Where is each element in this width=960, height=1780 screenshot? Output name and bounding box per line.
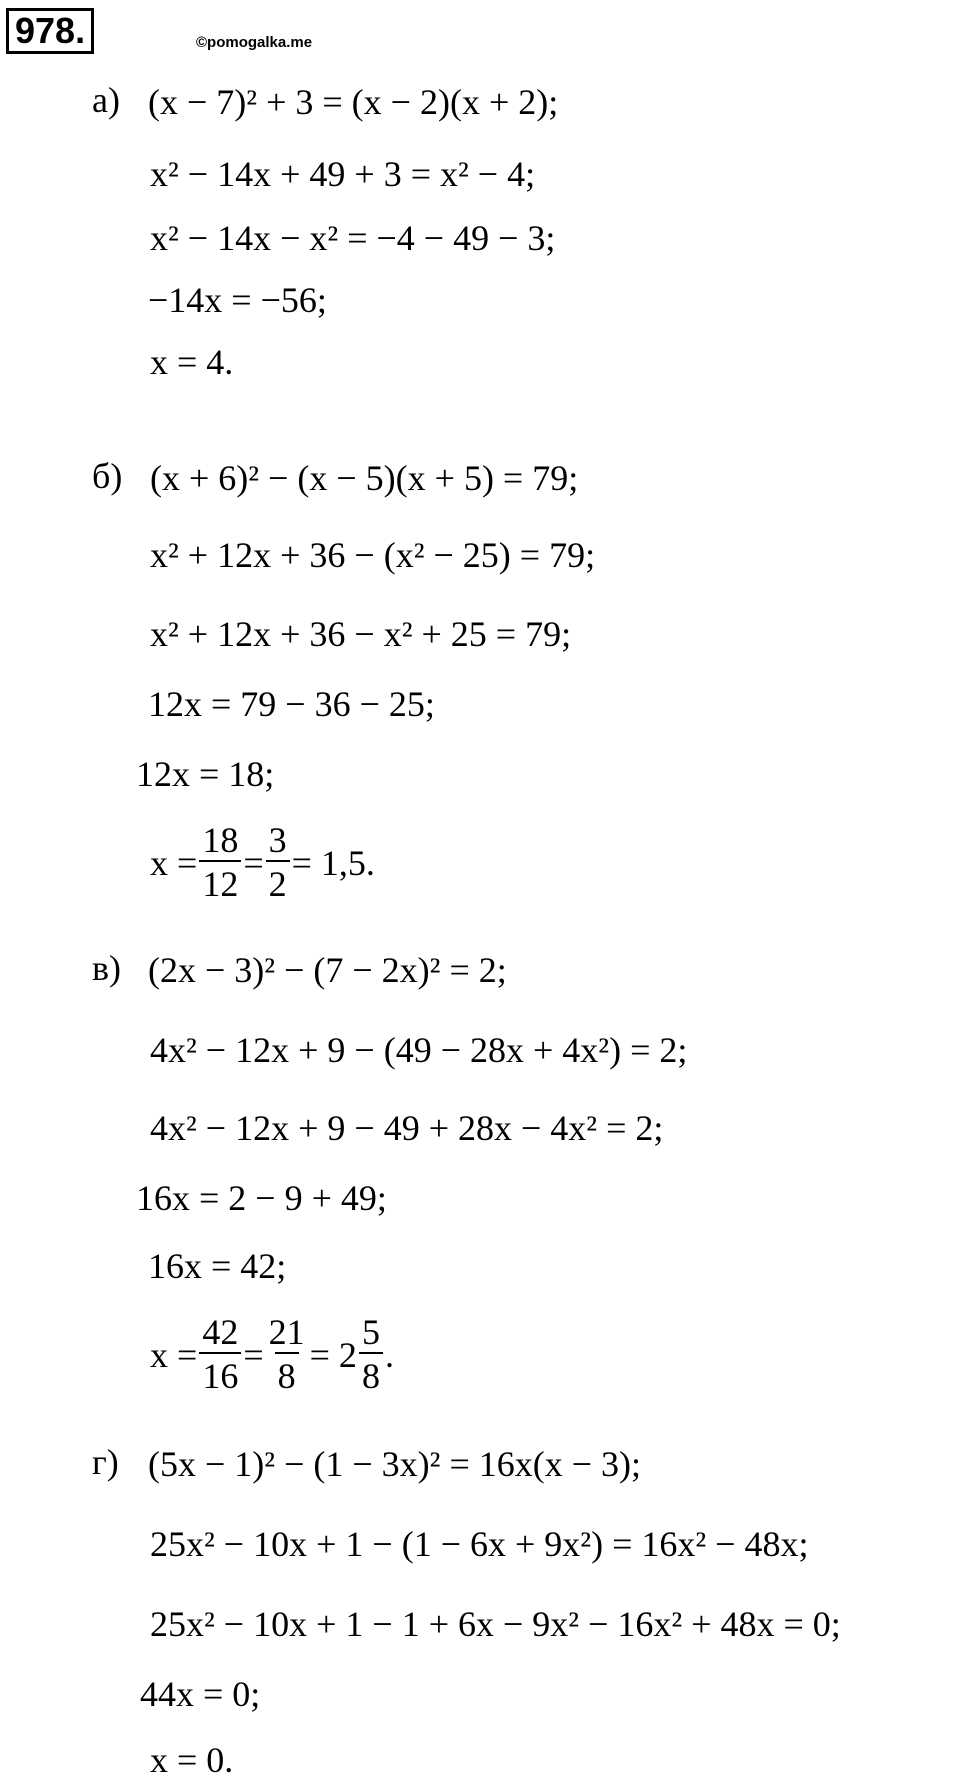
- fraction-denominator: 16: [199, 1352, 241, 1398]
- part-a-label: а): [92, 80, 120, 120]
- fraction-numerator: 18: [202, 820, 239, 860]
- part-a-line-4: −14x = −56;: [148, 280, 327, 320]
- part-g-line-5: x = 0.: [150, 1740, 234, 1780]
- part-g-line-2: 25x² − 10x + 1 − (1 − 6x + 9x²) = 16x² − 48x;: [150, 1524, 809, 1564]
- part-b-line-5: 12x = 18;: [136, 754, 275, 794]
- part-v-fraction-1: [199, 1312, 241, 1398]
- part-b-line-4: 12x = 79 − 36 − 25;: [148, 684, 435, 724]
- part-b-result: [150, 820, 375, 906]
- part-b-line-1: (x + 6)² − (x − 5)(x + 5) = 79;: [150, 458, 579, 498]
- part-a-line-5: x = 4.: [150, 342, 234, 382]
- part-b-label: б): [92, 456, 123, 496]
- part-a-line-2: x² − 14x + 49 + 3 = x² − 4;: [150, 154, 536, 194]
- fraction-numerator: 5: [361, 1312, 380, 1352]
- part-b-result-lhs: x =: [150, 843, 198, 883]
- part-g-line-3: 25x² − 10x + 1 − 1 + 6x − 9x² − 16x² + 48x = 0;: [150, 1604, 841, 1644]
- part-b-line-2: x² + 12x + 36 − (x² − 25) = 79;: [150, 535, 596, 575]
- watermark: ©pomogalka.me: [196, 34, 313, 51]
- part-b-fraction-1: [199, 820, 241, 906]
- part-a-line-1: (x − 7)² + 3 = (x − 2)(x + 2);: [148, 82, 559, 122]
- equals-sign: =: [243, 843, 264, 883]
- part-v-result-lhs: x =: [150, 1335, 198, 1375]
- part-g-line-4: 44x = 0;: [140, 1674, 261, 1714]
- part-a-line-3: x² − 14x − x² = −4 − 49 − 3;: [150, 218, 556, 258]
- fraction-denominator: 8: [359, 1352, 383, 1398]
- equals-sign: =: [243, 1335, 264, 1375]
- part-b-fraction-2: [266, 820, 290, 906]
- part-b-result-tail: = 1,5.: [291, 843, 375, 883]
- fraction-numerator: 3: [268, 820, 287, 860]
- part-v-result-tail: .: [384, 1335, 394, 1375]
- part-v-line-3: 4x² − 12x + 9 − 49 + 28x − 4x² = 2;: [150, 1108, 664, 1148]
- fraction-numerator: 42: [202, 1312, 239, 1352]
- part-v-fraction-3: [359, 1312, 383, 1398]
- part-g-label: г): [92, 1442, 119, 1482]
- part-g-line-1: (5x − 1)² − (1 − 3x)² = 16x(x − 3);: [148, 1444, 642, 1484]
- part-v-line-2: 4x² − 12x + 9 − (49 − 28x + 4x²) = 2;: [150, 1030, 688, 1070]
- exercise-number: 978.: [6, 8, 94, 54]
- part-v-line-5: 16x = 42;: [148, 1246, 287, 1286]
- fraction-denominator: 12: [199, 860, 241, 906]
- fraction-denominator: 8: [275, 1352, 299, 1398]
- part-v-fraction-2: [266, 1312, 308, 1398]
- mixed-number-whole: = 2: [309, 1335, 357, 1375]
- part-v-label: в): [92, 948, 121, 988]
- part-b-line-3: x² + 12x + 36 − x² + 25 = 79;: [150, 614, 572, 654]
- part-v-result: [150, 1312, 394, 1398]
- fraction-denominator: 2: [266, 860, 290, 906]
- fraction-numerator: 21: [268, 1312, 305, 1352]
- part-v-line-1: (2x − 3)² − (7 − 2x)² = 2;: [148, 950, 507, 990]
- part-v-line-4: 16x = 2 − 9 + 49;: [136, 1178, 387, 1218]
